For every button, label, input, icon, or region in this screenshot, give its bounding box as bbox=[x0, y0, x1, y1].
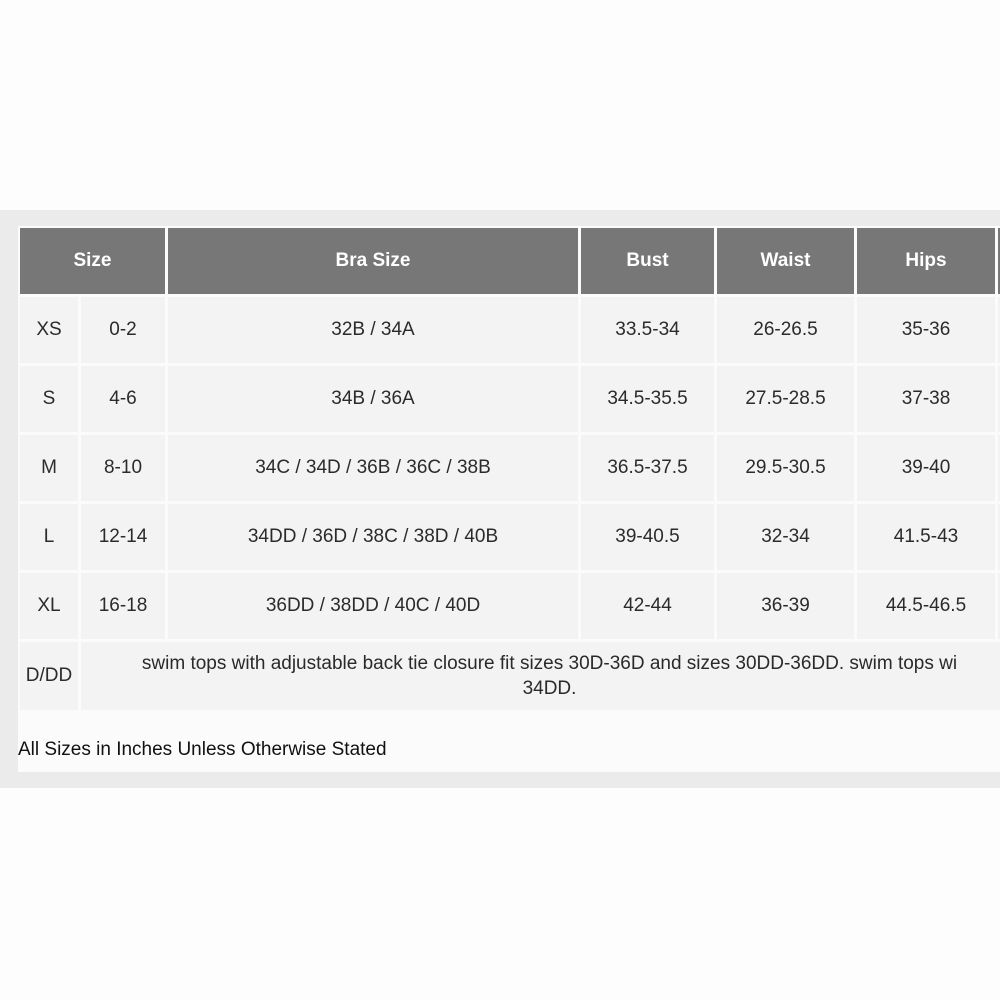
dd-note-line-1: swim tops with adjustable back tie closure fit sizes 30D-36D and sizes 30DD-36DD. swim tops wi bbox=[141, 653, 958, 674]
cell-waist: 29.5-30.5 bbox=[717, 435, 854, 501]
cell-waist: 32-34 bbox=[717, 504, 854, 570]
size-chart-card bbox=[18, 226, 1000, 772]
header-bust: Bust bbox=[581, 228, 714, 294]
header-waist: Waist bbox=[717, 228, 854, 294]
size-chart-panel bbox=[0, 210, 1000, 788]
cell-size-letter: XS bbox=[20, 297, 78, 363]
cell-bust: 39-40.5 bbox=[581, 504, 714, 570]
cell-size-numeric: 4-6 bbox=[81, 366, 165, 432]
cell-hips: 41.5-43 bbox=[857, 504, 995, 570]
cell-bra-size: 36DD / 38DD / 40C / 40D bbox=[168, 573, 578, 639]
cell-waist: 36-39 bbox=[717, 573, 854, 639]
cell-hips: 39-40 bbox=[857, 435, 995, 501]
cell-bra-size: 34DD / 36D / 38C / 38D / 40B bbox=[168, 504, 578, 570]
cell-bust: 34.5-35.5 bbox=[581, 366, 714, 432]
cell-size-letter: S bbox=[20, 366, 78, 432]
cell-bust: 36.5-37.5 bbox=[581, 435, 714, 501]
cell-size-numeric: 8-10 bbox=[81, 435, 165, 501]
cell-bra-size: 32B / 34A bbox=[168, 297, 578, 363]
cell-waist: 26-26.5 bbox=[717, 297, 854, 363]
header-bra-size: Bra Size bbox=[168, 228, 578, 294]
cell-hips: 44.5-46.5 bbox=[857, 573, 995, 639]
size-chart-table bbox=[20, 228, 1000, 710]
header-hips: Hips bbox=[857, 228, 995, 294]
cell-size-numeric: 0-2 bbox=[81, 297, 165, 363]
cell-size-letter: M bbox=[20, 435, 78, 501]
cell-hips: 37-38 bbox=[857, 366, 995, 432]
cell-size-numeric: 16-18 bbox=[81, 573, 165, 639]
cell-bra-size: 34C / 34D / 36B / 36C / 38B bbox=[168, 435, 578, 501]
header-size: Size bbox=[20, 228, 165, 294]
dd-note bbox=[81, 642, 1000, 710]
cell-hips: 35-36 bbox=[857, 297, 995, 363]
cell-size-letter: L bbox=[20, 504, 78, 570]
cell-size-letter: D/DD bbox=[20, 642, 78, 710]
cell-bra-size: 34B / 36A bbox=[168, 366, 578, 432]
cell-waist: 27.5-28.5 bbox=[717, 366, 854, 432]
cell-bust: 42-44 bbox=[581, 573, 714, 639]
dd-note-line-2: 34DD. bbox=[522, 678, 577, 699]
cell-bust: 33.5-34 bbox=[581, 297, 714, 363]
cell-size-numeric: 12-14 bbox=[81, 504, 165, 570]
footer-note: All Sizes in Inches Unless Otherwise Stated bbox=[18, 739, 387, 760]
cell-size-letter: XL bbox=[20, 573, 78, 639]
